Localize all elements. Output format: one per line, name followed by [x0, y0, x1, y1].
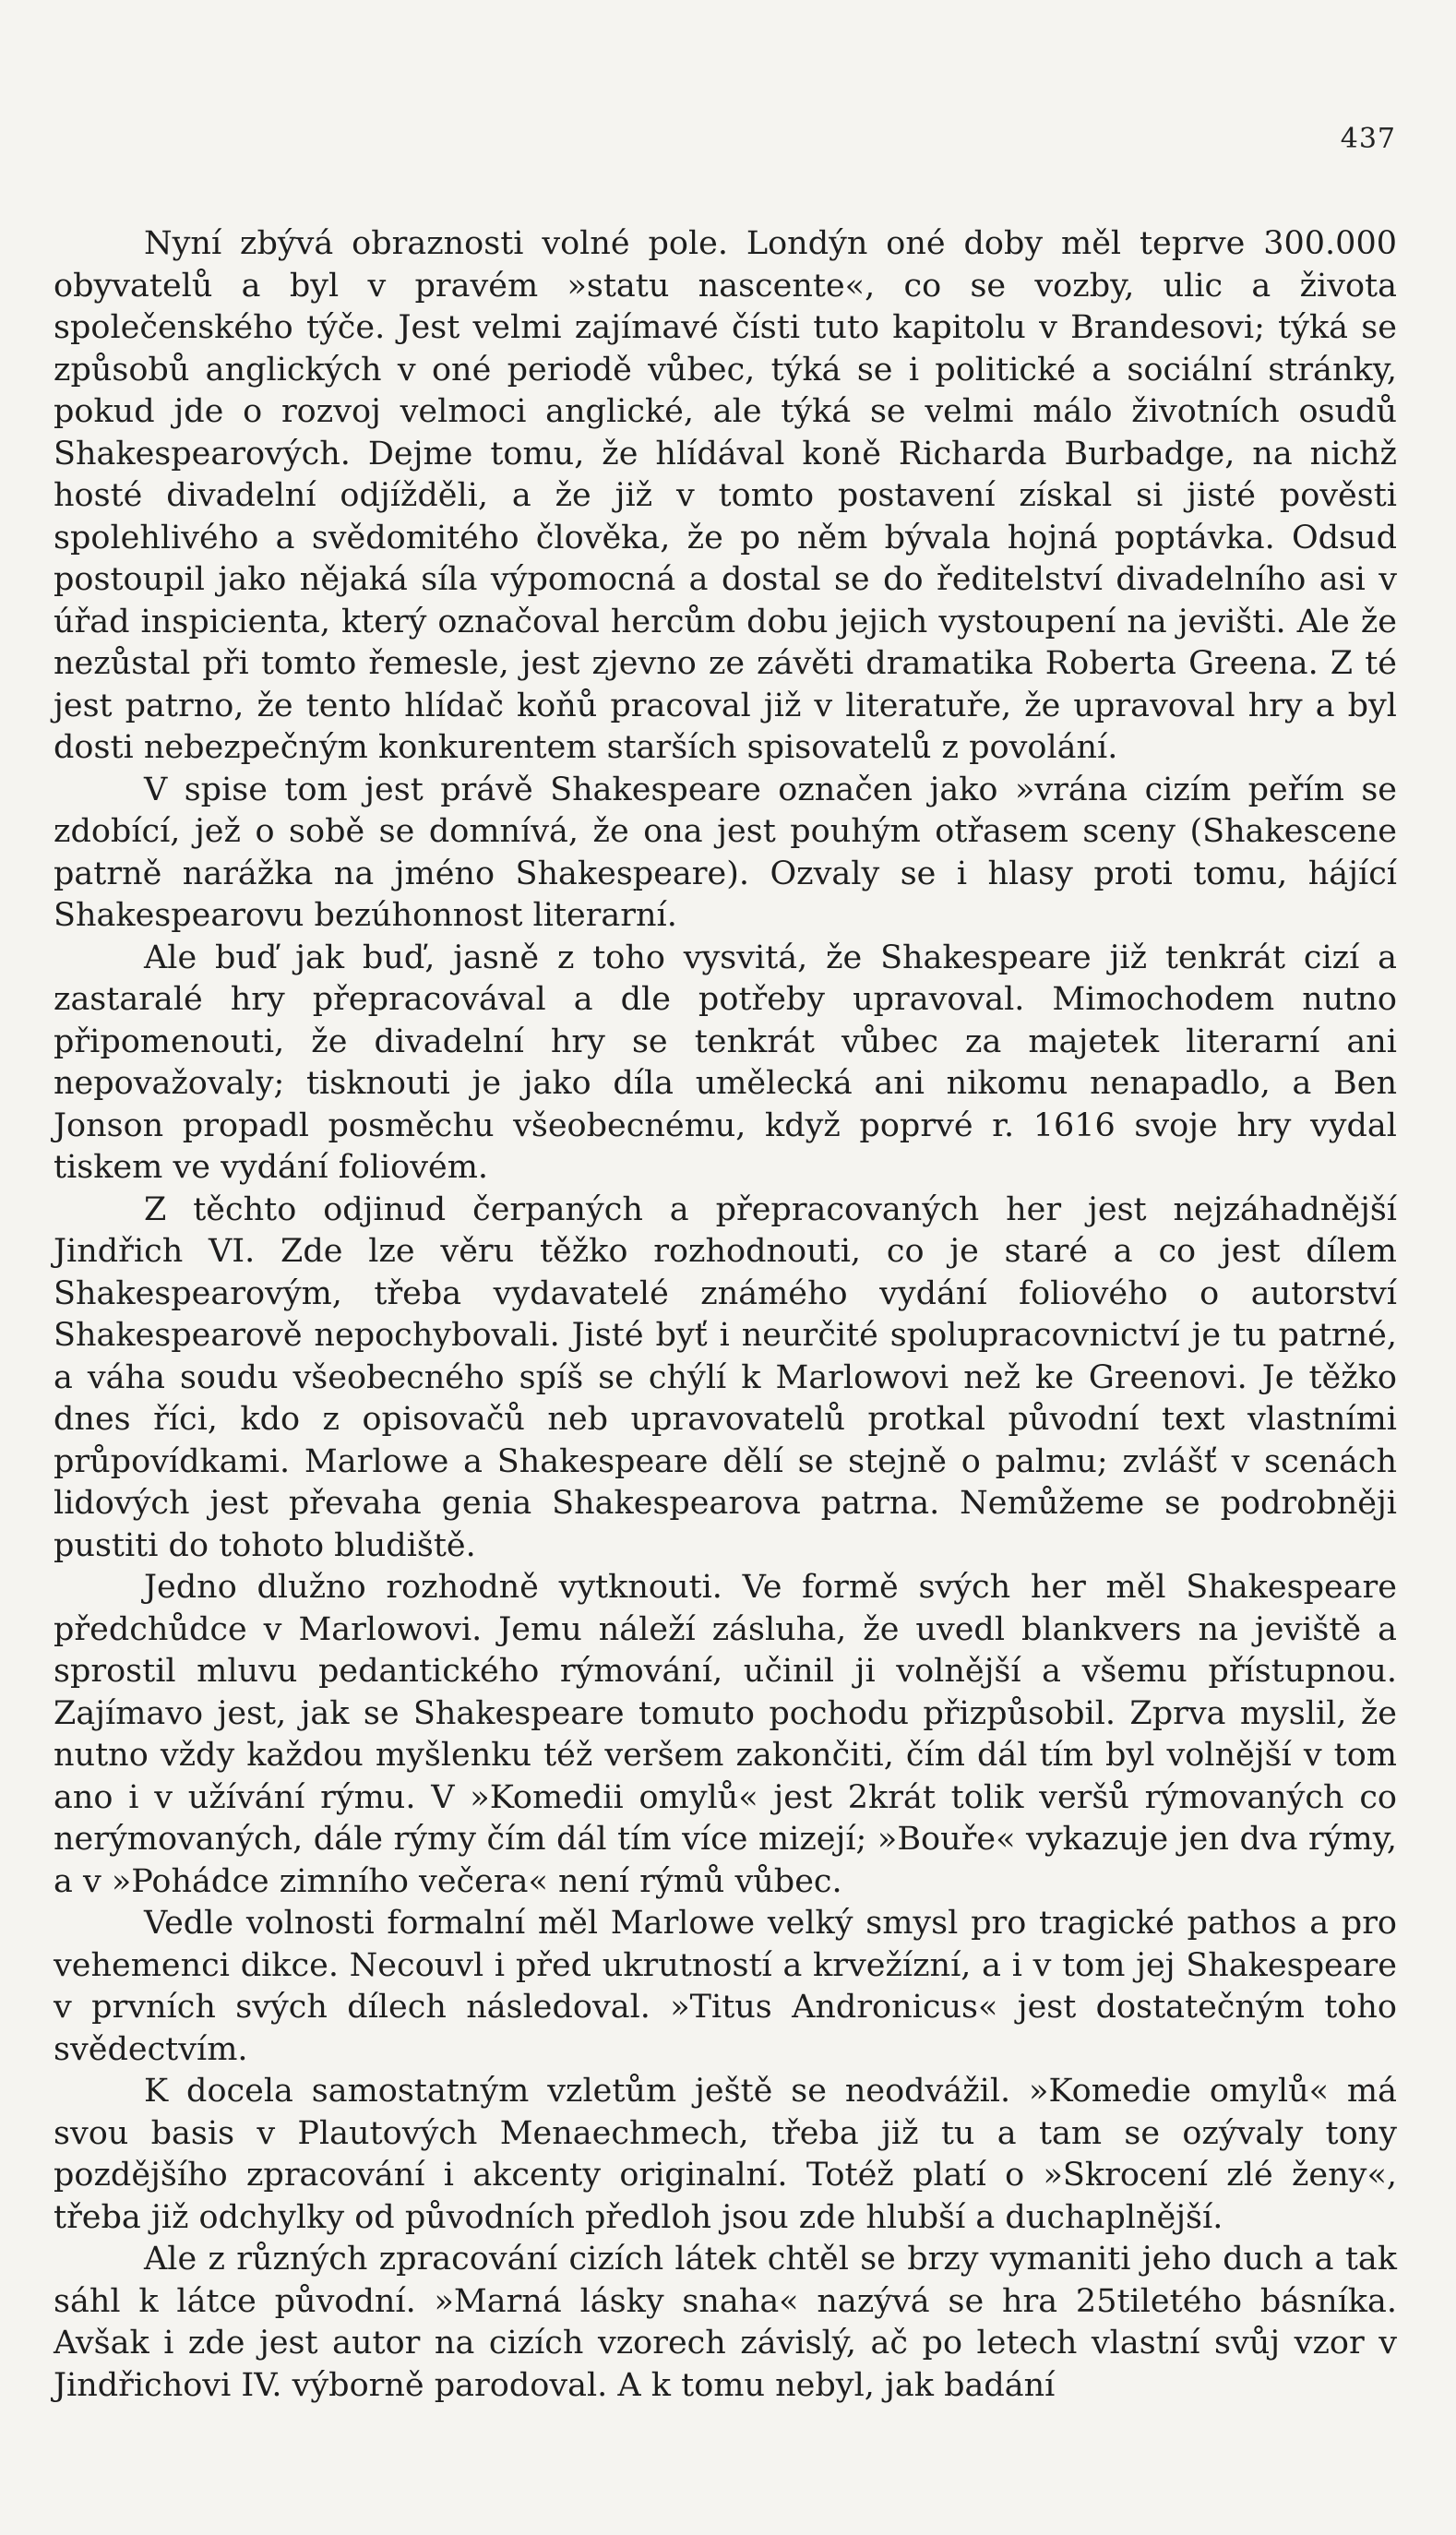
paragraph-8: Ale z různých zpracování cizích látek chtěl se brzy vymaniti jeho duch a tak sáhl k látce původní. »Marná lásky snaha« nazývá se hra 25tiletého básníka. Avšak i zde jest autor na cizích vzorech závislý, ač po letech vlastní svůj vzor v Jindřichovi IV. výborně parodoval. A k tomu nebyl, jak badání — [54, 2241, 1397, 2404]
paragraph-3: Ale buď jak buď, jasně z toho vysvitá, že Shakespeare již tenkrát cizí a zastaralé hry přepracovával a dle potřeby upravoval. Mimochodem nutno připomenouti, že divadelní hry se tenkrát vůbec za majetek literarní ani nepovažovaly; tisknouti je jako díla umělecká ani nikomu nenapadlo, a Ben Jonson propadl posměchu všeobecnému, když poprvé r. 1616 svoje hry vydal tiskem ve vydání foliovém. — [54, 939, 1397, 1186]
page-number: 437 — [1340, 123, 1396, 155]
paragraph-1: Nyní zbývá obraznosti volné pole. Londýn oné doby měl teprve 300.000 obyvatelů a byl v pravém »statu nascente«, co se vozby, ulic a života společenského týče. Jest velmi zajímavé čísti tuto kapitolu v Brandesovi; týká se způsobů anglických v oné periodě vůbec, týká se i politické a sociální stránky, pokud jde o rozvoj velmoci anglické, ale týká se velmi málo životních osudů Shakespearových. Dejme tomu, že hlídával koně Richarda Burbadge, na nichž hosté divadelní odjížděli, a že již v tomto postavení získal si jisté pověsti spolehlivého a svědomitého člověka, že po něm bývala hojná poptávka. Odsud postoupil jako nějaká síla výpomocná a dostal se do ředitelství divadelního asi v úřad inspicienta, který označoval hercům dobu jejich vystoupení na jevišti. Ale že nezůstal při tomto řemesle, jest zjevno ze závěti dramatika Roberta Greena. Z té jest patrno, že tento hlídač koňů pracoval již v literatuře, že upravoval hry a byl dosti nebezpečným konkurentem starších spisovatelů z povolání. — [54, 225, 1397, 766]
page-text — [54, 223, 1397, 2407]
paragraph-7: K docela samostatným vzletům ještě se neodvážil. »Komedie omylů« má svou basis v Plautových Menaechmech, třeba již tu a tam se ozývaly tony pozdějšího zpracování i akcenty originalní. Totéž platí o »Skrocení zlé ženy«, třeba již odchylky od původních předloh jsou zde hlubší a duchaplnější. — [54, 2073, 1397, 2236]
paragraph-5: Jedno dlužno rozhodně vytknouti. Ve formě svých her měl Shakespeare předchůdce v Marlowovi. Jemu náleží zásluha, že uvedl blankvers na jeviště a sprostil mluvu pedantického rýmování, učinil ji volnější a všemu přístupnou. Zajímavo jest, jak se Shakespeare tomuto pochodu přizpůsobil. Zprva myslil, že nutno vždy každou myšlenku též veršem zakončiti, čím dál tím byl volnější v tom ano i v užívání rýmu. V »Komedii omylů« jest 2krát tolik veršů rýmovaných co nerýmovaných, dále rýmy čím dál tím více mizejí; »Bouře« vykazuje jen dva rýmy, a v »Pohádce zimního večera« není rýmů vůbec. — [54, 1569, 1397, 1900]
paragraph-2: V spise tom jest právě Shakespeare označen jako »vrána cizím peřím se zdobící, jež o sobě se domnívá, že ona jest pouhým otřasem sceny (Shakescene patrně narážka na jméno Shakespeare). Ozvaly se i hlasy proti tomu, hájící Shakespearovu bezúhonnost literarní. — [54, 771, 1397, 934]
paragraph-6: Vedle volnosti formalní měl Marlowe velký smysl pro tragické pathos a pro vehemenci dikce. Necouvl i před ukrutností a krvežízní, a i v tom jej Shakespeare v prvních svých dílech následoval. »Titus Andronicus« jest dostatečným toho svědectvím. — [54, 1905, 1397, 2068]
paragraph-4: Z těchto odjinud čerpaných a přepracovaných her jest nejzáhadnější Jindřich VI. Zde lze věru těžko rozhodnouti, co je staré a co jest dílem Shakespearovým, třeba vydavatelé známého vydání foliového o autorství Shakespearově nepochybovali. Jisté byť i neurčité spolupracovnictví je tu patrné, a váha soudu všeobecného spíš se chýlí k Marlowovi než ke Greenovi. Je těžko dnes říci, kdo z opisovačů neb upravovatelů protkal původní text vlastními průpovídkami. Marlowe a Shakespeare dělí se stejně o palmu; zvlášť v scenách lidových jest převaha genia Shakespearova patrna. Nemůžeme se podrobněji pustiti do tohoto bludiště. — [54, 1190, 1397, 1564]
